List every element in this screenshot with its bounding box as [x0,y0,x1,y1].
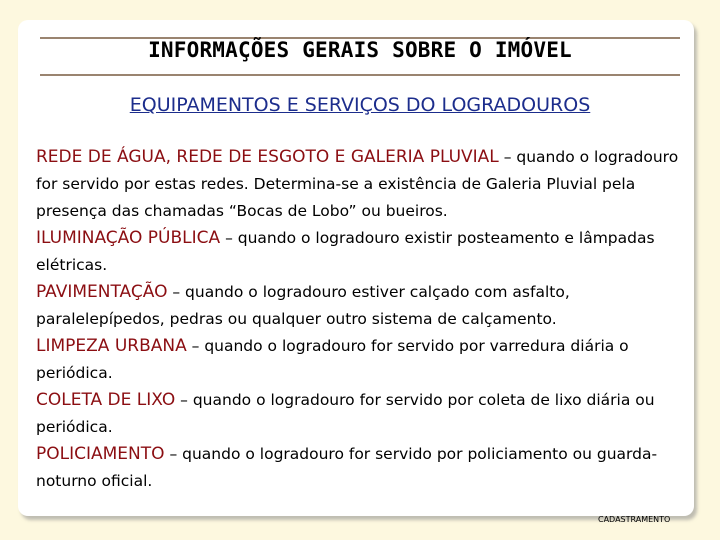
item-text: – quando o logradouro for servido por estas redes. Determina-se a existência de Galeria Pluvial pela presença das chamadas “Bocas de Lobo” ou bueiros. [36,148,679,220]
list-item-policing [36,441,686,495]
list-item-water-sewage [36,144,686,225]
item-text: – quando o logradouro for servido por coleta de lixo diária ou periódica. [36,391,655,436]
page-title: INFORMAÇÕES GERAIS SOBRE O IMÓVEL [148,38,572,62]
item-term: REDE DE ÁGUA, REDE DE ESGOTO E GALERIA PLUVIAL [36,147,499,167]
item-text: – quando o logradouro for servido por varredura diária o periódica. [36,337,629,382]
item-term: PAVIMENTAÇÃO [36,282,168,302]
item-text: – quando o logradouro estiver calçado com asfalto, paralelepípedos, pedras ou qualquer outro sistema de calçamento. [36,283,570,328]
equipment-list [36,144,686,495]
list-item-public-lighting [36,225,686,279]
item-term: LIMPEZA URBANA [36,336,187,356]
list-item-paving [36,279,686,333]
item-text: – quando o logradouro existir posteamento e lâmpadas elétricas. [36,229,655,274]
item-text: – quando o logradouro for servido por policiamento ou guarda-noturno oficial. [36,445,658,490]
list-item-street-cleaning [36,333,686,387]
footer-label: CADASTRAMENTO [598,515,671,524]
list-item-garbage-collection [36,387,686,441]
item-term: ILUMINAÇÃO PÚBLICA [36,228,221,248]
item-term: POLICIAMENTO [36,444,165,464]
section-subtitle: EQUIPAMENTOS E SERVIÇOS DO LOGRADOUROS [129,94,591,116]
title-bottom-rule [40,74,680,76]
item-term: COLETA DE LIXO [36,390,176,410]
